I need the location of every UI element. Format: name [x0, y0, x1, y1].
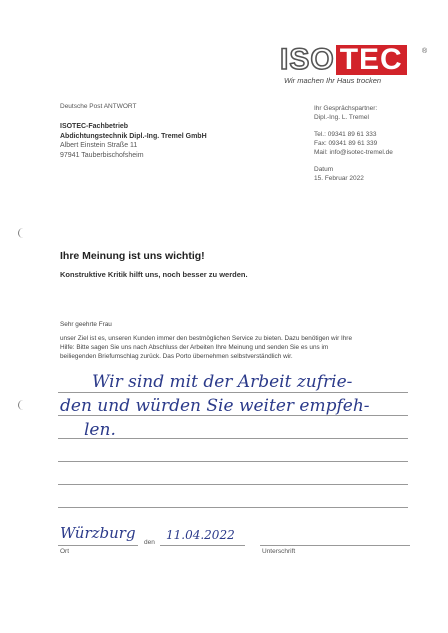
- handwritten-place: Würzburg: [60, 524, 136, 542]
- writing-line-1: [58, 392, 408, 393]
- contact-name: Dipl.-Ing. L. Tremel: [314, 114, 369, 121]
- page-title: Ihre Meinung ist uns wichtig!: [60, 250, 205, 262]
- contact-tel: Tel.: 09341 89 61 333: [314, 131, 377, 138]
- intro-line-3: beiliegenden Briefumschlag zurück. Das Porto übernehmen selbstverständlich wir.: [60, 353, 293, 360]
- sender-line: Deutsche Post ANTWORT: [60, 103, 137, 110]
- writing-line-4: [58, 461, 408, 462]
- handwritten-date: 11.04.2022: [166, 528, 235, 542]
- recipient-street: Albert Einstein Straße 11: [60, 142, 138, 149]
- writing-line-6: [58, 507, 408, 508]
- contact-mail: Mail: info@isotec-tremel.de: [314, 149, 393, 156]
- date-label: Datum: [314, 166, 334, 173]
- handwritten-line-3: len.: [84, 420, 116, 440]
- logo-wordmark: [280, 44, 407, 76]
- logo-tec: TEC: [336, 45, 407, 75]
- page-subtitle: Konstruktive Kritik hilft uns, noch besser zu werden.: [60, 270, 248, 279]
- punch-mark-middle: [18, 400, 25, 410]
- isotec-logo: [280, 44, 430, 92]
- handwritten-line-2: den und würden Sie weiter empfeh-: [60, 396, 370, 416]
- handwritten-line-1: Wir sind mit der Arbeit zufrie-: [92, 372, 353, 392]
- recipient-company-full: Abdichtungstechnik Dipl.-Ing. Tremel GmbH: [60, 132, 207, 140]
- intro-line-2: Hilfe: Bitte sagen Sie uns nach Abschluss der Arbeiten Ihre Meinung und senden Sie es uns im: [60, 344, 329, 351]
- salutation: Sehr geehrte Frau: [60, 321, 112, 328]
- recipient-address: [60, 122, 207, 160]
- contact-label: Ihr Gesprächspartner:: [314, 105, 378, 112]
- signature-line: [260, 545, 410, 546]
- contact-block: [314, 104, 393, 183]
- intro-line-1: unser Ziel ist es, unseren Kunden immer den bestmöglichen Service zu bieten. Dazu benötigen wir Ihre: [60, 335, 352, 342]
- place-line: [58, 545, 138, 546]
- letter-date: 15. Februar 2022: [314, 175, 364, 182]
- signature-label: Unterschrift: [262, 548, 296, 555]
- contact-fax: Fax: 09341 89 61 339: [314, 140, 378, 147]
- logo-registered: ®: [422, 48, 428, 55]
- recipient-company: ISOTEC-Fachbetrieb: [60, 123, 129, 130]
- date-prefix-label: den: [144, 539, 155, 546]
- intro-text: [60, 334, 420, 361]
- punch-mark-top: [18, 228, 25, 238]
- writing-line-5: [58, 484, 408, 485]
- recipient-city: 97941 Tauberbischofsheim: [60, 151, 144, 159]
- place-label: Ort: [60, 548, 70, 555]
- logo-slogan: Wir machen Ihr Haus trocken: [284, 76, 382, 85]
- logo-iso: ISO: [280, 43, 335, 76]
- date-line: [160, 545, 245, 546]
